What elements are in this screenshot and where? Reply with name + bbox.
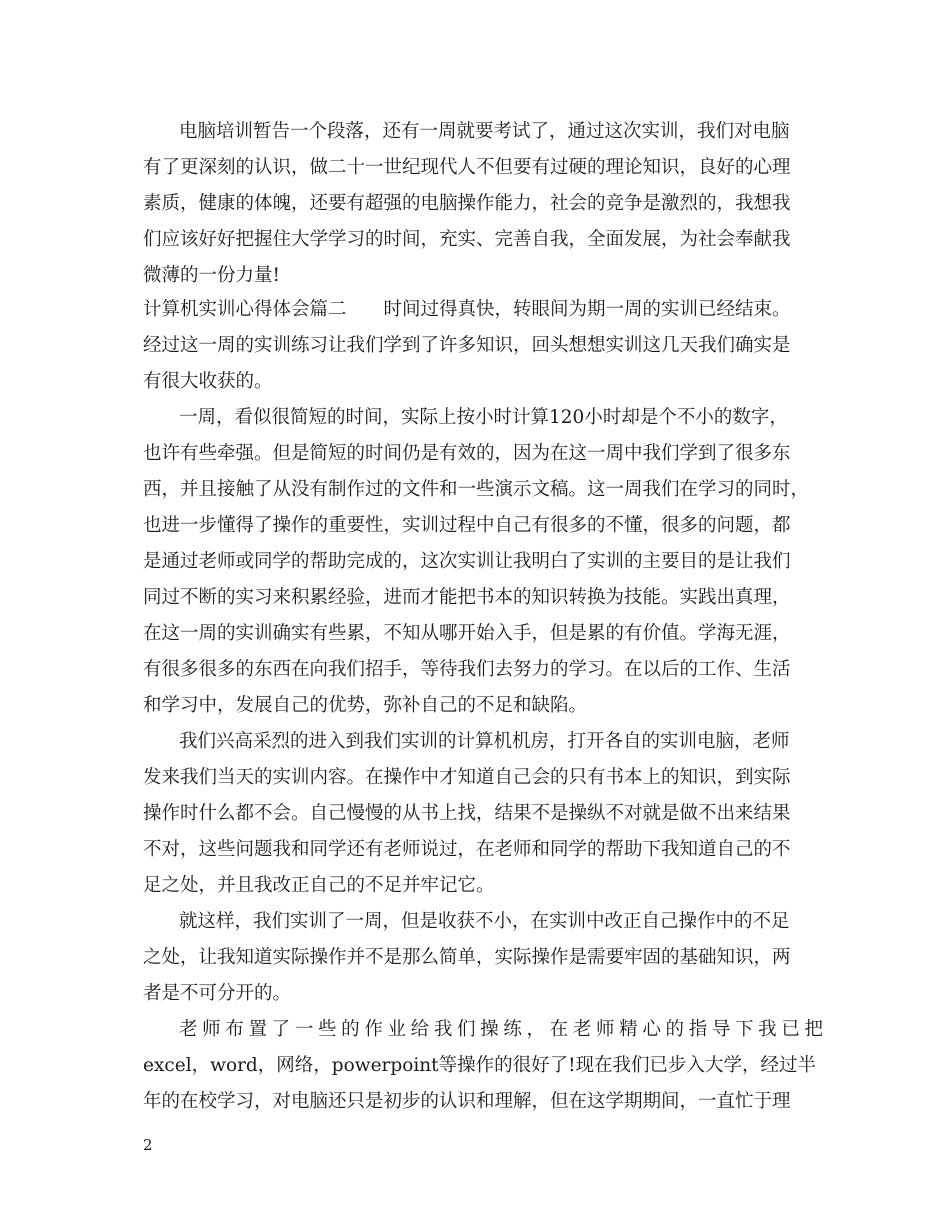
text-line: 者是不可分开的。 bbox=[143, 983, 292, 1004]
text-line: 操作时什么都不会。自己慢慢的从书上找，结果不是操纵不对就是做不出来结果 bbox=[143, 803, 791, 824]
text-line: 电脑培训暂告一个段落，还有一周就要考试了，通过这次实训，我们对电脑 bbox=[179, 121, 790, 142]
text-line: 足之处，并且我改正自己的不足并牢记它。 bbox=[143, 875, 495, 896]
text-line: 也进一步懂得了操作的重要性，实训过程中自己有很多的不懂，很多的问题，都 bbox=[143, 515, 791, 536]
text-line: 之处，让我知道实际操作并不是那么简单，实际操作是需要牢固的基础知识，两 bbox=[143, 947, 791, 968]
text-line: 微薄的一份力量! bbox=[143, 265, 280, 286]
text-line: 西，并且接触了从没有制作过的文件和一些演示文稿。这一周我们在学习的同时， bbox=[143, 479, 810, 500]
text-line: 有很多很多的东西在向我们招手，等待我们去努力的学习。在以后的工作、生活 bbox=[143, 659, 791, 680]
text-line: 同过不断的实习来积累经验，进而才能把书本的知识转换为技能。实践出真理， bbox=[143, 587, 791, 608]
text-line: 们应该好好把握住大学学习的时间，充实、完善自我，全面发展，为社会奉献我 bbox=[143, 229, 791, 250]
text-line: 有很大收获的。 bbox=[143, 371, 273, 392]
text-line: 不对，这些问题我和同学还有老师说过，在老师和同学的帮助下我知道自己的不 bbox=[143, 839, 791, 860]
text-line: 经过这一周的实训练习让我们学到了许多知识，回头想想实训这几天我们确实是 bbox=[143, 335, 791, 356]
text-line: 老师布置了一些的作业给我们操练，在老师精心的指导下我已把 bbox=[179, 1019, 823, 1040]
text-line: 年的在校学习，对电脑还只是初步的认识和理解，但在这学期期间，一直忙于理 bbox=[143, 1091, 791, 1112]
page-number: 2 bbox=[143, 1136, 153, 1154]
text-line: 有了更深刻的认识，做二十一世纪现代人不但要有过硬的理论知识，良好的心理 bbox=[143, 157, 791, 178]
text-line: 也许有些牵强。但是简短的时间仍是有效的，因为在这一周中我们学到了很多东 bbox=[143, 443, 791, 464]
text-line: 和学习中，发展自己的优势，弥补自己的不足和缺陷。 bbox=[143, 695, 588, 716]
text-line: 就这样，我们实训了一周，但是收获不小，在实训中改正自己操作中的不足 bbox=[179, 911, 790, 932]
text-line: 我们兴高采烈的进入到我们实训的计算机机房，打开各自的实训电脑，老师 bbox=[179, 731, 790, 752]
section-heading-line: 计算机实训心得体会篇二 时间过得真快，转眼间为期一周的实训已经结束。 bbox=[143, 299, 791, 320]
text-line: 素质，健康的体魄，还要有超强的电脑操作能力，社会的竞争是激烈的，我想我 bbox=[143, 193, 791, 214]
text-line: 一周，看似很简短的时间，实际上按小时计算120小时却是个不小的数字， bbox=[179, 407, 788, 428]
text-line: 在这一周的实训确实有些累，不知从哪开始入手，但是累的有价值。学海无涯， bbox=[143, 623, 791, 644]
text-line: 发来我们当天的实训内容。在操作中才知道自己会的只有书本上的知识，到实际 bbox=[143, 767, 791, 788]
text-line: 是通过老师或同学的帮助完成的，这次实训让我明白了实训的主要目的是让我们 bbox=[143, 551, 791, 572]
text-line: excel，word，网络，powerpoint等操作的很好了!现在我们已步入大学，经过半 bbox=[143, 1055, 817, 1076]
